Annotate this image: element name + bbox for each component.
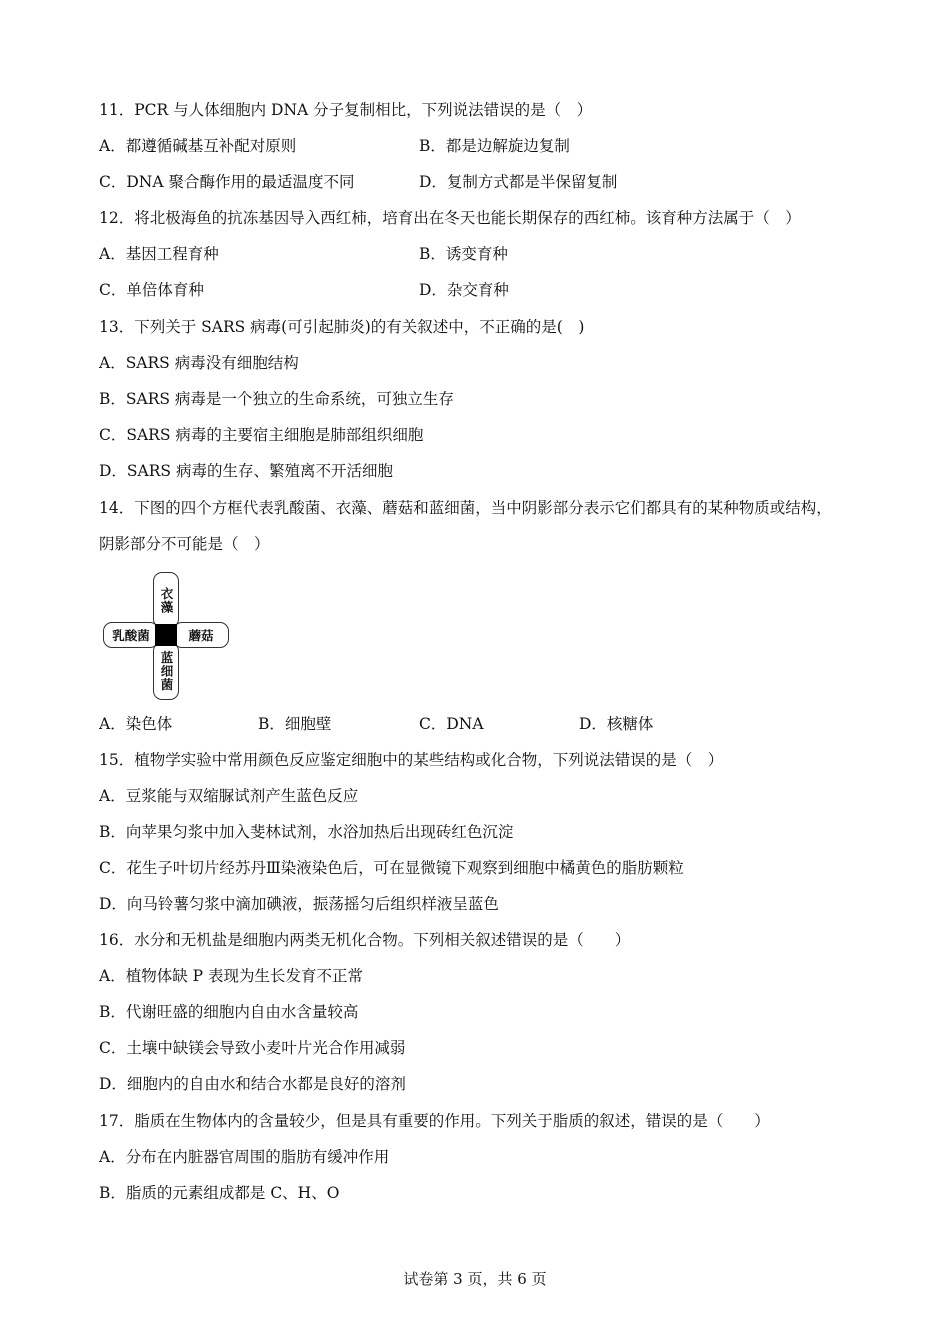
page-footer: 试卷第 3 页，共 6 页: [403, 1270, 547, 1288]
diagram-box-bottom: 蓝细菌: [153, 642, 179, 700]
question-14-option-a: A．染色体: [99, 715, 173, 733]
diagram-shaded-overlap: [155, 624, 177, 646]
question-15-option-d: D．向马铃薯匀浆中滴加碘液，振荡摇匀后组织样液呈蓝色: [99, 895, 499, 913]
question-15-option-c: C．花生子叶切片经苏丹Ⅲ染液染色后，可在显微镜下观察到细胞中橘黄色的脂肪颗粒: [99, 859, 684, 877]
question-12-option-b: B．诱变育种: [419, 245, 508, 263]
question-11-option-d: D．复制方式都是半保留复制: [419, 173, 618, 191]
question-15-option-a: A．豆浆能与双缩脲试剂产生蓝色反应: [99, 787, 359, 805]
question-13-option-b: B．SARS 病毒是一个独立的生命系统，可独立生存: [99, 390, 454, 408]
question-16-option-c: C．土壤中缺镁会导致小麦叶片光合作用减弱: [99, 1039, 406, 1057]
question-12-option-d: D．杂交育种: [419, 281, 509, 299]
diagram-box-top: 衣藻: [153, 572, 179, 628]
question-13-option-a: A．SARS 病毒没有细胞结构: [99, 354, 299, 372]
organism-cross-diagram: [103, 572, 231, 700]
diagram-box-right: 蘑菇: [173, 622, 229, 648]
question-15-stem: 15．植物学实验中常用颜色反应鉴定细胞中的某些结构或化合物，下列说法错误的是（ ）: [99, 751, 724, 769]
question-11-option-b: B．都是边解旋边复制: [419, 137, 570, 155]
question-13-stem: 13．下列关于 SARS 病毒(可引起肺炎)的有关叙述中，不正确的是( ): [99, 318, 585, 336]
question-13-option-d: D．SARS 病毒的生存、繁殖离不开活细胞: [99, 462, 393, 480]
question-14-option-d: D．核糖体: [579, 715, 654, 733]
question-17-stem: 17．脂质在生物体内的含量较少，但是具有重要的作用。下列关于脂质的叙述，错误的是（ ）: [99, 1112, 770, 1130]
question-17-option-b: B．脂质的元素组成都是 C、H、O: [99, 1184, 340, 1202]
question-14-option-c: C．DNA: [419, 715, 484, 733]
question-14-stem-continued: 阴影部分不可能是（ ）: [99, 535, 270, 553]
diagram-box-left: 乳酸菌: [103, 622, 159, 648]
question-11-stem: 11．PCR 与人体细胞内 DNA 分子复制相比，下列说法错误的是（ ）: [99, 101, 593, 119]
question-15-option-b: B．向苹果匀浆中加入斐林试剂，水浴加热后出现砖红色沉淀: [99, 823, 514, 841]
question-13-option-c: C．SARS 病毒的主要宿主细胞是肺部组织细胞: [99, 426, 424, 444]
question-16-option-b: B．代谢旺盛的细胞内自由水含量较高: [99, 1003, 359, 1021]
question-11-option-a: A．都遵循碱基互补配对原则: [99, 137, 297, 155]
question-16-stem: 16．水分和无机盐是细胞内两类无机化合物。下列相关叙述错误的是（ ）: [99, 931, 631, 949]
question-16-option-a: A．植物体缺 P 表现为生长发育不正常: [99, 967, 363, 985]
question-12-stem: 12．将北极海鱼的抗冻基因导入西红柿，培育出在冬天也能长期保存的西红柿。该育种方法属于（ ）: [99, 209, 801, 227]
question-12-option-a: A．基因工程育种: [99, 245, 219, 263]
question-14-option-b: B．细胞壁: [258, 715, 332, 733]
question-16-option-d: D．细胞内的自由水和结合水都是良好的溶剂: [99, 1075, 406, 1093]
question-14-stem: 14．下图的四个方框代表乳酸菌、衣藻、蘑菇和蓝细菌，当中阴影部分表示它们都具有的某种物质或结构，: [99, 499, 832, 517]
question-17-option-a: A．分布在内脏器官周围的脂肪有缓冲作用: [99, 1148, 390, 1166]
question-12-option-c: C．单倍体育种: [99, 281, 204, 299]
question-11-option-c: C．DNA 聚合酶作用的最适温度不同: [99, 173, 355, 191]
